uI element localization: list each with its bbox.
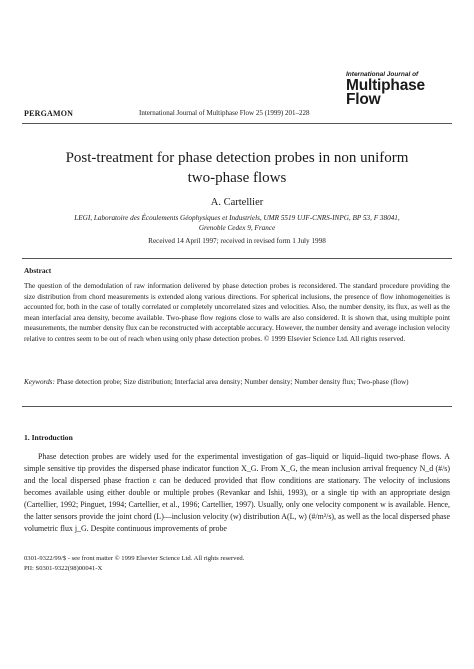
pii-line: PII: S0301-9322(98)00041-X [24, 565, 103, 572]
section-heading-introduction: 1. Introduction [24, 433, 73, 442]
abstract-bottom-rule [22, 406, 452, 407]
introduction-paragraph: Phase detection probes are widely used for the experimental investigation of gas–liquid or liquid–liquid two-phase flows. A simple sensitive tip provides the dispersed phase indicator function X_G. From X_G, the mean inclusion arrival frequency N_d (#/s) and the local dispersed phase fraction ε can be deduced provided that flow conditions are stationary. The velocity of inclusions becomes available using either double or multiple probes (Revankar and Ishii, 1993), or a single tip with an appropriate design (Cartellier, 1992; Pinguet, 1994; Cartellier, et al., 1996; Cartellier, 1997). Usually, only one velocity component w is available. Hence, the latter sensors provide the joint chord (L)—inclusion velocity (w) distribution A(L, w) (#/m²/s), as well as the local dispersed phase volumetric flux j_G. Despite continuous improvements of probe [24, 452, 450, 533]
logo-word-flow: Flow [346, 90, 381, 108]
header-rule [22, 123, 452, 124]
article-title [30, 148, 444, 188]
affiliation-line-2: Grenoble Cedex 9, France [198, 224, 276, 232]
abstract-top-rule [22, 258, 452, 259]
logo-word-multiphase: Multiphase [346, 76, 425, 94]
copyright-line: 0301-9322/99/$ - see front matter © 1999 Elsevier Science Ltd. All rights reserved. [24, 555, 245, 562]
keywords-label: Keywords: [24, 378, 55, 386]
received-dates: Received 14 April 1997; received in revised form 1 July 1998 [148, 237, 326, 245]
keywords-list: Phase detection probe; Size distribution; Interfacial area density; Number density; Number density flux; Two-phase (flow) [56, 378, 409, 386]
publisher-name: PERGAMON [24, 109, 74, 118]
abstract-text: The question of the demodulation of raw information delivered by phase detection probes is reconsidered. The standard procedure providing the size distribution from chord measurements is extended along various directions. For spherical inclusions, the presence of flow inhomogeneities is accounted for, both in the case of totally correlated or completely uncorrelated sizes and velocities. Also, the number density, its flux, as well as the mean interfacial area density, become available. Two-phase flow regions close to walls are also considered. It is shown that, using multiple point measurements, the number density flux can be reconstructed with acceptable accuracy. However, the number density and average inclusion velocity relative to centres seem to be out of reach when using only phase detection probes. © 1999 Elsevier Science Ltd. All rights reserved. [24, 282, 450, 343]
author-name: A. Cartellier [210, 197, 264, 208]
abstract-heading: Abstract [24, 266, 52, 275]
journal-logo [346, 72, 450, 107]
logo-top-text: International Journal of [346, 71, 419, 78]
keywords [24, 377, 450, 388]
affiliation-line-1: LEGI, Laboratoire des Écoulements Géophysiques et Industriels, UMR 5519 UJF-CNRS-INPG, BP 53, F 38041, [74, 214, 400, 222]
journal-citation: International Journal of Multiphase Flow 25 (1999) 201–228 [139, 109, 310, 117]
introduction-body [24, 451, 450, 535]
title-line-2: two-phase flows [187, 170, 287, 186]
author-affiliation [40, 213, 434, 233]
front-matter-footer [24, 554, 450, 574]
title-line-1: Post-treatment for phase detection probes in non uniform [65, 150, 409, 166]
